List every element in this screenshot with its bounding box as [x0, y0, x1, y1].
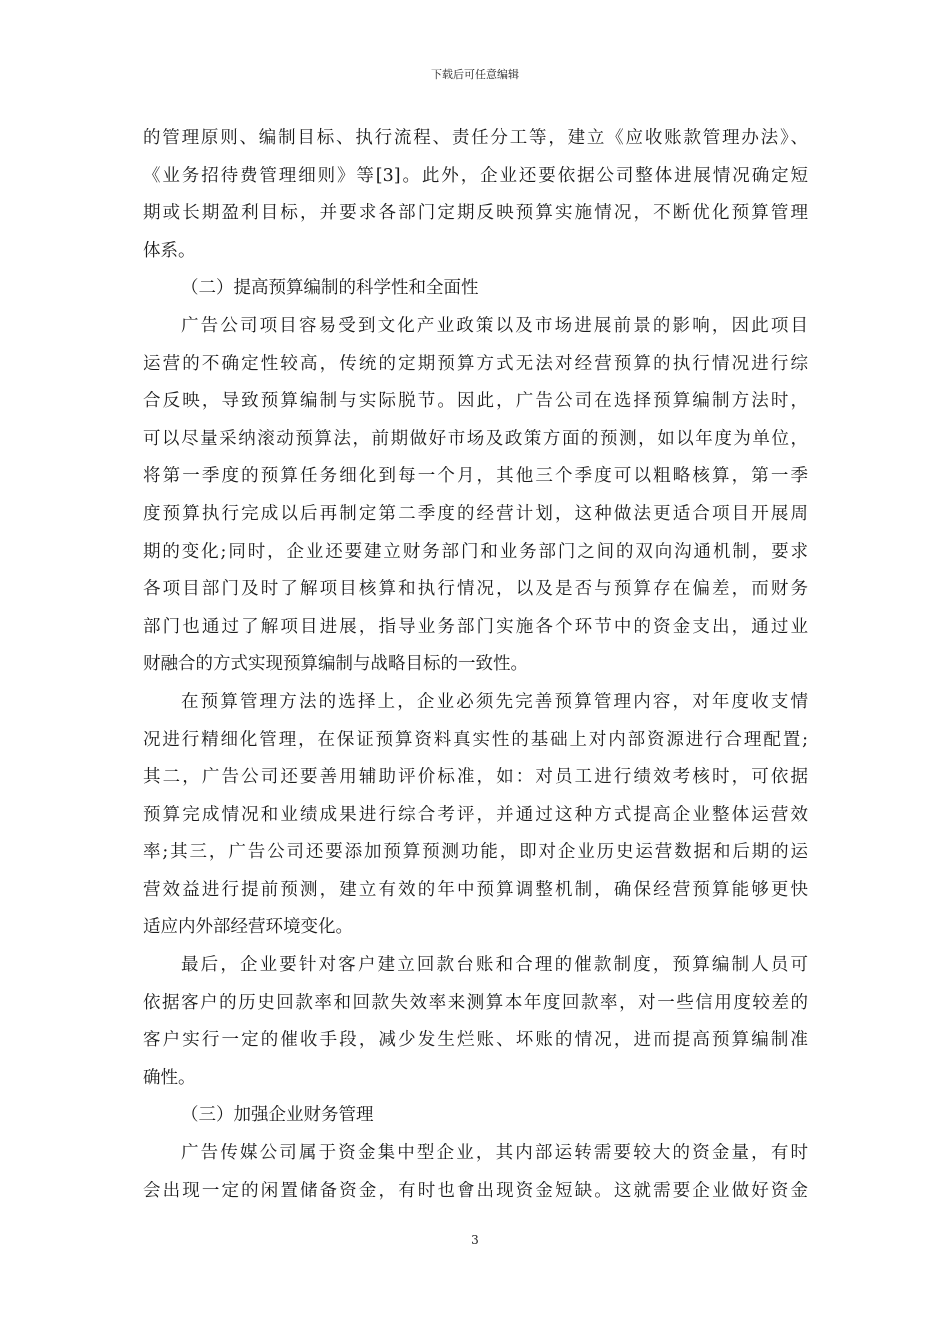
text-line: （二）提高预算编制的科学性和全面性 [181, 278, 479, 299]
text-line: 率;其三，广告公司还要添加预算预测功能，即对企业历史运营数据和后期的运 [143, 842, 808, 863]
text-line: 会出现一定的闲置储备资金，有时也會出现资金短缺。这就需要企业做好资金 [143, 1180, 808, 1201]
text-line: 合反映，导致预算编制与实际脱节。因此，广告公司在选择预算编制方法时， [143, 391, 808, 412]
text-line: 适应内外部经营环境变化。 [143, 917, 353, 938]
page-header: 下载后可任意编辑 [431, 68, 519, 81]
text-line: 况进行精细化管理，在保证预算资料真实性的基础上对内部资源进行合理配置; [143, 729, 808, 750]
text-line: 预算完成情况和业绩成果进行综合考评，并通过这种方式提高企业整体运营效 [143, 804, 808, 825]
text-line: 的管理原则、编制目标、执行流程、责任分工等，建立《应收账款管理办法》、 [143, 128, 808, 148]
text-line: 财融合的方式实现预算编制与战略目标的一致性。 [143, 654, 528, 675]
page-number: 3 [471, 1233, 479, 1247]
paragraph [143, 1135, 808, 1210]
text-line: 将第一季度的预算任务细化到每一个月，其他三个季度可以粗略核算，第一季 [143, 466, 808, 487]
text-line: 期的变化;同时，企业还要建立财务部门和业务部门之间的双向沟通机制，要求 [143, 541, 808, 562]
text-line: 在预算管理方法的选择上，企业必须先完善预算管理内容，对年度收支情 [181, 691, 808, 712]
paragraph [143, 947, 808, 1097]
paragraph [143, 120, 808, 270]
text-line: 《业务招待费管理细则》等[3]。此外，企业还要依据公司整体进展情况确定短 [143, 165, 808, 186]
paragraph [143, 270, 808, 308]
text-line: 客户实行一定的催收手段，减少发生烂账、坏账的情况，进而提高预算编制准 [143, 1030, 808, 1051]
text-line: 部门也通过了解项目进展，指导业务部门实施各个环节中的资金支出，通过业 [143, 616, 808, 637]
text-line: 体系。 [143, 240, 196, 261]
paragraph [143, 308, 808, 684]
text-line: 依据客户的历史回款率和回款失效率来测算本年度回款率，对一些信用度较差的 [143, 992, 808, 1013]
text-line: 其二，广告公司还要善用辅助评价标准，如：对员工进行绩效考核时，可依据 [143, 767, 808, 788]
text-line: 期或长期盈利目标，并要求各部门定期反映预算实施情况，不断优化预算管理 [143, 203, 808, 224]
text-line: 最后，企业要针对客户建立回款台账和合理的催款制度，预算编制人员可 [181, 955, 808, 976]
text-line: （三）加强企业财务管理 [181, 1105, 374, 1126]
text-line: 广告传媒公司属于资金集中型企业，其内部运转需要较大的资金量，有时 [181, 1143, 808, 1164]
paragraph [143, 1097, 808, 1135]
text-line: 确性。 [143, 1067, 196, 1088]
text-line: 度预算执行完成以后再制定第二季度的经营计划，这种做法更适合项目开展周 [143, 503, 808, 524]
text-line: 可以尽量采纳滚动预算法，前期做好市场及政策方面的预测，如以年度为单位， [143, 428, 808, 449]
text-line: 运营的不确定性较高，传统的定期预算方式无法对经营预算的执行情况进行综 [143, 353, 808, 374]
text-line: 广告公司项目容易受到文化产业政策以及市场进展前景的影响，因此项目 [181, 315, 808, 336]
text-line: 各项目部门及时了解项目核算和执行情况，以及是否与预算存在偏差，而财务 [143, 579, 808, 600]
document-body [143, 120, 808, 1210]
paragraph [143, 684, 808, 947]
text-line: 营效益进行提前预测，建立有效的年中预算调整机制，确保经营预算能够更快 [143, 879, 808, 900]
